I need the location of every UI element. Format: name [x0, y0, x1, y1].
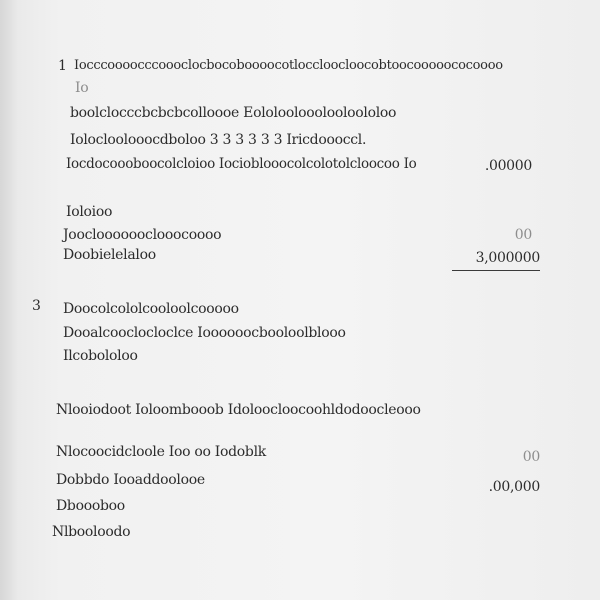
section-1-sub-2-label: Jooclooooooclooocoooo [63, 227, 222, 243]
section-1-sub-1-label: Ioloioo [66, 204, 113, 220]
section-2-line-1: Doocolcololcooloolcooooo [63, 301, 239, 317]
section-1-sub-2-amount: 00 [514, 227, 532, 243]
section-1-line-3: Iocdocoooboocolcloioo Iocioblooocolcolotolcloocoo Io [66, 156, 417, 172]
section-3-line-1-amount: 00 [522, 449, 540, 465]
section-3-heading: Nlooiodoot Ioloombooob Idoloocloocoohldodoocleooo [56, 402, 421, 418]
section-1-line-2: Iolocloolooocdboloo 3 3 3 3 3 3 Iricdoooccl. [70, 132, 367, 148]
section-2-line-2: Dooalcooclocloclce Ioooooocbooloolblooo [63, 325, 346, 341]
section-1-total-label: Doobielelaloo [63, 247, 156, 263]
section-1-subheading: Io [75, 80, 89, 96]
section-3-line-3: Dboooboo [56, 498, 125, 514]
section-1-number: 1 [58, 58, 67, 74]
section-2-number: 3 [32, 298, 41, 314]
section-1-total-amount: 3,000000 [475, 250, 540, 266]
section-3-line-2: Dobbdo Iooaddoolooe [56, 472, 205, 488]
total-underline [452, 270, 540, 271]
section-3-line-1: Nlocoocidcloole Ioo oo Iodoblk [56, 444, 266, 460]
section-1-heading: Iocccoooocccoooclocbocoboooocotloccloocloocobtoocooooococoooo [74, 58, 503, 73]
section-3-line-4: Nlbooloodo [52, 524, 131, 540]
section-1-line-3-amount: .00000 [484, 158, 532, 174]
section-2-line-3: Ilcobololoo [63, 348, 138, 364]
page-edge-shadow [0, 0, 18, 600]
section-1-line-1: boolclocccbcbcbcolloooe Eololoolooolooloololoo [70, 105, 397, 121]
section-3-line-2-amount: .00,000 [488, 479, 540, 495]
